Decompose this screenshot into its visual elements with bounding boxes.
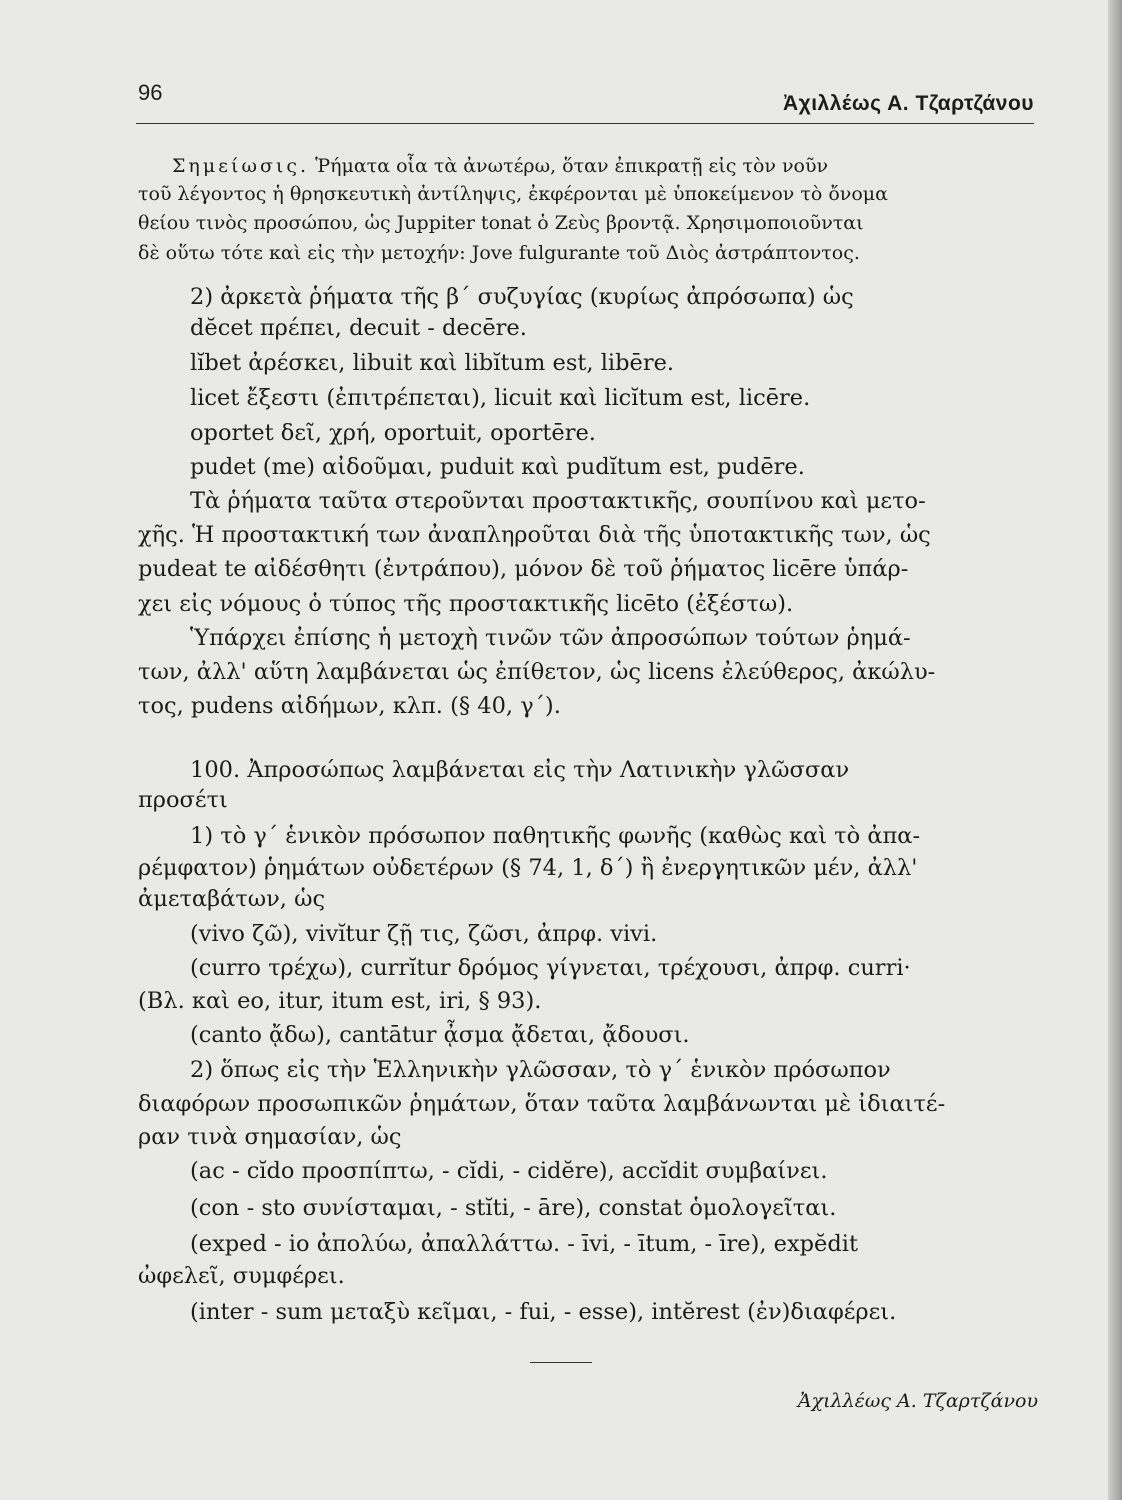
page-number: 96: [138, 80, 163, 105]
note-line: θείου τινὸς προσώπου, ὡς Juppiter tonat ὁ Ζεὺς βροντᾷ. Χρησιμοποιοῦνται: [138, 212, 864, 234]
text-line: ἀμεταβάτων, ὡς: [138, 886, 326, 912]
note-line: τοῦ λέγοντος ἡ θρησκευτικὴ ἀντίληψις, ἐκφέρονται μὲ ὑποκείμενον τὸ ὄνομα: [138, 183, 888, 205]
text-line: pudeat te αἰδέσθητι (ἐντράπου), μόνον δὲ τοῦ ῥήματος licēre ὑπάρ-: [138, 556, 909, 582]
text-line: (vivo ζῶ), vivĭtur ζῇ τις, ζῶσι, ἀπρφ. vivi.: [190, 921, 658, 947]
text-line: διαφόρων προσωπικῶν ῥημάτων, ὅταν ταῦτα λαμβάνωνται μὲ ἰδιαιτέ-: [138, 1091, 946, 1117]
section-heading-text: Ἀπροσώπως λαμβάνεται εἰς τὴν Λατινικὴν γλῶσσαν: [247, 757, 850, 783]
text-line: ρέμφατον) ῥημάτων οὐδετέρων (§ 74, 1, δ΄) ἢ ἐνεργητικῶν μέν, ἀλλ': [138, 855, 918, 881]
text-line: χει εἰς νόμους ὁ τύπος τῆς προστακτικῆς licēto (ἐξέστω).: [138, 591, 794, 617]
note-label: Σημείωσις.: [172, 155, 310, 177]
text-line: oportet δεῖ, χρή, oportuit, oportēre.: [190, 420, 596, 446]
text-line: προσέτι: [138, 787, 228, 813]
note-line-text: Ῥήματα οἷα τὰ ἀνωτέρω, ὅταν ἐπικρατῇ εἰς τὸν νοῦν: [315, 155, 829, 177]
text-line: Τὰ ῥήματα ταῦτα στεροῦνται προστακτικῆς, σουπίνου καὶ μετο-: [190, 488, 926, 514]
text-line: (exped - io ἀπολύω, ἀπαλλάττω. - īvi, - ītum, - īre), expĕdit: [190, 1231, 859, 1257]
page-edge-shadow: [1108, 0, 1122, 1500]
text-line: Ὑπάρχει ἐπίσης ἡ μετοχὴ τινῶν τῶν ἀπροσώπων τούτων ῥημά-: [190, 625, 911, 651]
text-line: τος, pudens αἰδήμων, κλπ. (§ 40, γ΄).: [138, 693, 561, 719]
text-line: 2) ἀρκετὰ ῥήματα τῆς β΄ συζυγίας (κυρίως ἀπρόσωπα) ὡς: [190, 284, 854, 310]
text-line: (ac - cĭdo προσπίπτω, - cĭdi, - cidĕre), accĭdit συμβαίνει.: [190, 1158, 828, 1184]
text-line: (curro τρέχω), currĭtur δρόμος γίγνεται, τρέχουσι, ἀπρφ. curri·: [190, 955, 911, 981]
note-line: [172, 157, 828, 176]
text-line: 1) τὸ γ΄ ἑνικὸν πρόσωπον παθητικῆς φωνῆς (καθὼς καὶ τὸ ἀπα-: [190, 823, 921, 849]
text-line: (canto ᾄδω), cantātur ᾆσμα ᾄδεται, ᾄδουσι.: [190, 1022, 690, 1048]
text-line: (con - sto συνίσταμαι, - stĭti, - āre), constat ὁμολογεῖται.: [190, 1195, 837, 1221]
text-line: των, ἀλλ' αὕτη λαμβάνεται ὡς ἐπίθετον, ὡς licens ἐλεύθερος, ἀκώλυ-: [138, 659, 936, 685]
text-line: 2) ὅπως εἰς τὴν Ἑλληνικὴν γλῶσσαν, τὸ γ΄ ἑνικὸν πρόσωπον: [190, 1057, 891, 1083]
header-rule: [136, 123, 1034, 124]
text-line: ραν τινὰ σημασίαν, ὡς: [138, 1124, 402, 1150]
footer-signature: Ἀχιλλέως Α. Τζαρτζάνου: [797, 1390, 1038, 1412]
text-line: (Βλ. καὶ eo, itur, itum est, iri, § 93).: [138, 988, 542, 1014]
section-number: 100.: [190, 757, 241, 783]
footer-rule: [530, 1362, 592, 1363]
text-line: dĕcet πρέπει, decuit - decēre.: [190, 315, 527, 341]
section-heading-line: [190, 759, 849, 782]
text-line: ὠφελεῖ, συμφέρει.: [138, 1263, 345, 1289]
text-line: lĭbet ἀρέσκει, libuit καὶ libĭtum est, libēre.: [190, 350, 675, 376]
running-title: Ἀχιλλέως Α. Τζαρτζάνου: [782, 92, 1034, 115]
note-line: δὲ οὕτω τότε καὶ εἰς τὴν μετοχήν: Jove fulgurante τοῦ Διὸς ἀστράπτοντος.: [138, 242, 860, 264]
text-line: pudet (me) αἰδοῦμαι, puduit καὶ pudĭtum est, pudēre.: [190, 454, 805, 480]
text-line: (inter - sum μεταξὺ κεῖμαι, - fui, - esse), intĕrest (ἐν)διαφέρει.: [190, 1299, 897, 1325]
text-line: licet ἔξεστι (ἐπιτρέπεται), licuit καὶ licĭtum est, licēre.: [190, 385, 811, 411]
text-line: χῆς. Ἡ προστακτική των ἀναπληροῦται διὰ τῆς ὑποτακτικῆς των, ὡς: [138, 522, 931, 548]
